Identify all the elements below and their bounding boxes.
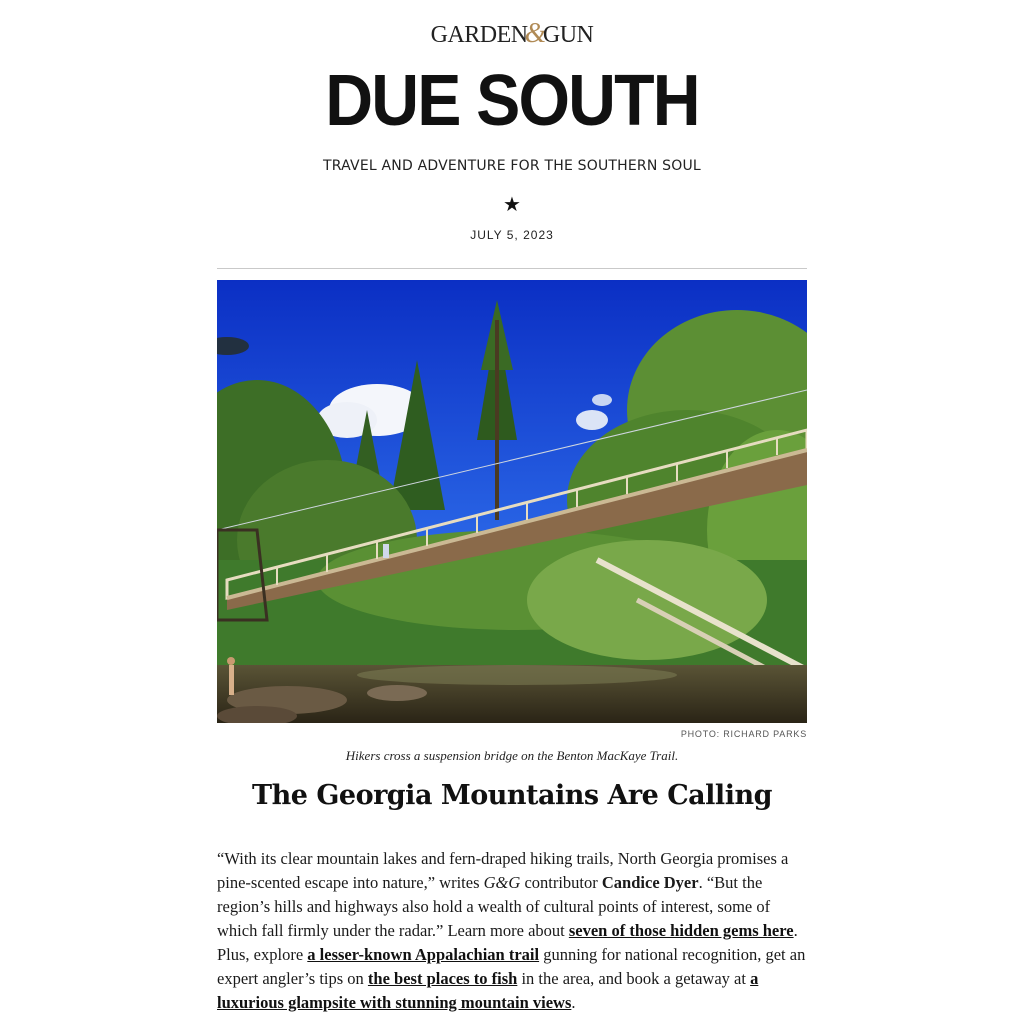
photo-credit: PHOTO: RICHARD PARKS [680,729,807,739]
article-headline: The Georgia Mountains Are Calling [252,780,772,811]
hero-photo[interactable] [217,280,807,723]
body-text: in the area, and book a getaway at [517,969,751,988]
link-best-fishing[interactable]: the best places to fish [367,969,518,988]
brand-logo-right: GUN [542,22,594,48]
link-glampsite[interactable]: a luxurious glampsite with stunning mountain views [217,969,759,1012]
brand-logo-amp: & [524,18,546,49]
author-name: Candice Dyer [601,873,699,892]
newsletter-tagline: TRAVEL AND ADVENTURE FOR THE SOUTHERN SOUL [323,158,701,174]
article-body [217,847,807,1015]
link-hidden-gems[interactable]: seven of those hidden gems here [568,921,794,940]
body-text: “With its clear mountain lakes and fern-draped hiking trails, North Georgia promises a pine-scented escape into nature,” writes [217,849,789,892]
body-text: . [571,993,576,1012]
publication-name: G&G [483,873,521,892]
body-text: . “But the region’s hills and highways also hold a wealth of cultural points of interest, some of which fall firmly under the radar.” Learn more about [217,873,771,940]
brand-logo-left: GARDEN [430,22,528,48]
link-appalachian-trail[interactable]: a lesser-known Appalachian trail [307,945,540,964]
suspension-bridge-photo [217,280,807,723]
body-text: . Plus, explore [217,921,798,964]
body-text: contributor [520,873,602,892]
newsletter-title: DUE SOUTH [325,61,699,141]
photo-caption: Hikers cross a suspension bridge on the Benton MacKaye Trail. [345,748,679,763]
divider [217,268,807,269]
body-text: gunning for national recognition, get an expert angler’s tips on [217,945,806,988]
brand-logo[interactable] [217,18,807,50]
star-icon: ★ [503,192,521,216]
issue-date: JULY 5, 2023 [470,228,554,242]
